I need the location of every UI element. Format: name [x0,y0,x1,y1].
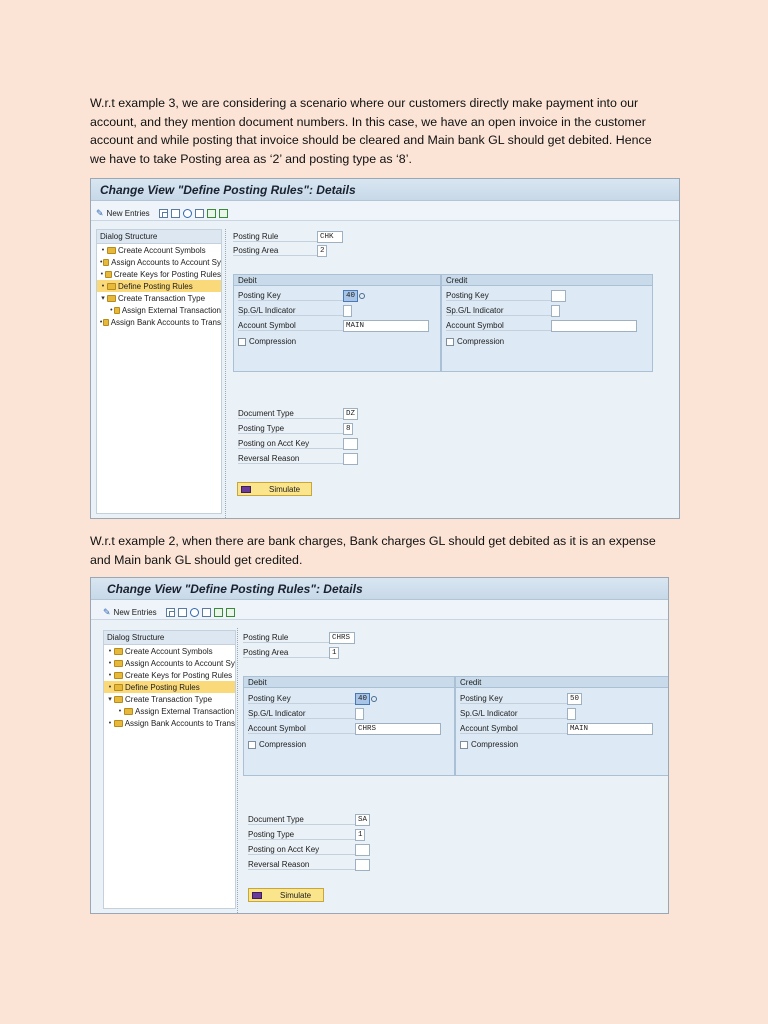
tree-item[interactable] [104,717,235,729]
credit-compression-row [446,335,504,348]
tree-item[interactable] [97,268,221,280]
credit-compression-checkbox[interactable] [460,741,468,749]
search-help-icon[interactable] [371,696,377,702]
debit-compression-label: Compression [249,337,297,346]
new-entries-label: New Entries [106,208,150,218]
folder-icon [114,648,123,655]
folder-icon [103,319,109,326]
tree-item[interactable] [97,316,221,328]
posting-area-label: Posting Area [233,246,317,256]
open-folder-icon [114,684,123,691]
sap-screenshot-2 [90,577,669,914]
simulate-icon [241,486,251,493]
document-type-label: Document Type [248,815,355,825]
tree-item[interactable] [97,292,221,304]
debit-posting-key-row [248,692,377,705]
tree-item-label: Assign Accounts to Account Sy [125,658,235,668]
tree-item-label: Create Account Symbols [125,646,213,656]
reversal-reason-field[interactable] [343,453,358,465]
credit-header: Credit [442,275,652,286]
folder-icon [103,259,109,266]
credit-compression-label: Compression [457,337,505,346]
reversal-reason-row [248,858,370,871]
folder-icon [114,672,123,679]
document-type-row [248,813,370,826]
debit-posting-key-label: Posting Key [238,291,343,301]
pencil-icon: ✎ [96,207,104,218]
debit-spgl-label: Sp.G/L Indicator [238,306,343,316]
debit-posting-key-field[interactable]: 40 [343,290,358,302]
toolbar [91,600,668,620]
folder-icon [105,271,112,278]
posting-on-acct-key-row [248,843,370,856]
delete-icon[interactable] [178,608,187,617]
simulate-label: Simulate [269,484,301,494]
posting-type-label: Posting Type [248,830,355,840]
window-title: Change View "Define Posting Rules": Details [91,578,668,600]
credit-spgl-row [446,304,560,317]
tree-item-label: Assign Bank Accounts to Trans [110,317,221,327]
tree-item-label: Assign Bank Accounts to Trans [124,718,235,728]
tree-item-label: Define Posting Rules [118,281,193,291]
debit-posting-key-field[interactable]: 40 [355,693,370,705]
select-block-icon[interactable] [214,608,223,617]
credit-spgl-field[interactable] [567,708,576,720]
tree-item[interactable] [104,669,235,681]
credit-compression-checkbox[interactable] [446,338,454,346]
debit-account-symbol-field[interactable]: CHRS [355,723,441,735]
credit-compression-label: Compression [471,740,519,749]
folder-icon [107,295,116,302]
simulate-button[interactable] [248,888,324,902]
dialog-structure-pane [96,229,222,514]
tree-item-label: Create Keys for Posting Rules [113,269,221,279]
reversal-reason-label: Reversal Reason [238,454,343,464]
credit-posting-key-label: Posting Key [446,291,551,301]
bullet-icon: • [108,683,112,691]
window-title: Change View "Define Posting Rules": Details [91,179,679,201]
bullet-icon: • [108,671,112,679]
sap-screenshot-1 [90,178,680,519]
tree-item[interactable] [97,256,221,268]
debit-spgl-row [248,707,364,720]
tree-item-label: Define Posting Rules [125,682,200,692]
credit-posting-key-row [460,692,582,705]
posting-type-label: Posting Type [238,424,343,434]
posting-type-field[interactable]: 1 [355,829,365,841]
credit-spgl-field[interactable] [551,305,560,317]
posting-rule-label: Posting Rule [243,633,329,643]
folder-icon [114,720,123,727]
folder-icon [114,696,123,703]
expand-triangle-icon[interactable]: ▾ [108,696,112,703]
debit-account-symbol-row [248,722,441,735]
credit-compression-row [460,738,518,751]
second-paragraph [90,532,680,569]
posting-area-row [233,244,327,257]
pencil-icon: ✎ [103,606,111,617]
credit-spgl-row [460,707,576,720]
credit-posting-key-label: Posting Key [460,694,567,704]
bullet-icon: • [101,282,105,290]
debit-spgl-row [238,304,352,317]
paragraph-line: we have to take Posting area as ‘2’ and posting type as ‘8’. [90,151,412,166]
posting-rule-field[interactable]: CHRS [329,632,355,644]
debit-account-symbol-label: Account Symbol [248,724,355,734]
debit-compression-row [248,738,306,751]
new-entries-label: New Entries [113,607,157,617]
tree-item[interactable] [104,705,235,717]
debit-header: Debit [234,275,440,286]
paragraph-line: account, and they mention document numbers. In this case, we have an open invoice in the customer [90,114,646,129]
undo-icon[interactable] [183,209,192,218]
pane-splitter[interactable] [237,628,240,913]
posting-type-field[interactable]: 8 [343,423,353,435]
posting-area-field[interactable]: 2 [317,245,327,257]
tree-item-selected[interactable] [97,280,221,292]
credit-posting-key-row [446,289,566,302]
bullet-icon: • [108,659,112,667]
bullet-icon: • [118,707,122,715]
posting-on-acct-key-label: Posting on Acct Key [238,439,343,449]
folder-icon [107,247,116,254]
bullet-icon: • [99,318,103,326]
bullet-icon: • [108,647,112,655]
posting-rule-label: Posting Rule [233,232,317,242]
credit-account-symbol-row [446,319,637,332]
tree-item[interactable] [104,645,235,657]
tree-item-label: Assign Accounts to Account Sy [111,257,221,267]
tree-item[interactable] [104,693,235,705]
reversal-reason-row [238,452,358,465]
open-folder-icon [107,283,116,290]
new-entries-button[interactable] [96,208,150,219]
deselect-all-icon[interactable] [226,608,235,617]
posting-type-row [248,828,365,841]
undo-icon[interactable] [190,608,199,617]
credit-account-symbol-label: Account Symbol [446,321,551,331]
simulate-icon [252,892,262,899]
credit-account-symbol-field[interactable] [551,320,637,332]
document-type-label: Document Type [238,409,343,419]
posting-area-row [243,646,339,659]
tree-item-label: Assign External Transaction [135,706,235,716]
posting-on-acct-key-field[interactable] [355,844,370,856]
debit-account-symbol-label: Account Symbol [238,321,343,331]
debit-account-symbol-field[interactable]: MAIN [343,320,429,332]
debit-account-symbol-row [238,319,429,332]
paragraph-line: W.r.t example 2, when there are bank charges, Bank charges GL should get debited as it is an expense [90,534,656,548]
credit-spgl-label: Sp.G/L Indicator [460,709,567,719]
dialog-structure-header: Dialog Structure [104,631,235,645]
posting-on-acct-key-label: Posting on Acct Key [248,845,355,855]
credit-header: Credit [456,677,668,688]
bullet-icon: • [99,258,103,266]
posting-type-row [238,422,353,435]
document-type-field[interactable]: DZ [343,408,358,420]
posting-area-label: Posting Area [243,648,329,658]
debit-spgl-field[interactable] [343,305,352,317]
debit-compression-checkbox[interactable] [238,338,246,346]
document-type-field[interactable]: SA [355,814,370,826]
select-all-icon[interactable] [195,209,204,218]
debit-spgl-label: Sp.G/L Indicator [248,709,355,719]
folder-icon [114,307,120,314]
posting-on-acct-key-row [238,437,358,450]
intro-paragraph [90,94,680,168]
paragraph-line: account and while posting that invoice should be cleared and Main bank GL should get debited. Hence [90,133,652,147]
search-help-icon[interactable] [359,293,365,299]
pane-splitter[interactable] [225,229,228,518]
debit-header: Debit [244,677,454,688]
delete-icon[interactable] [171,209,180,218]
bullet-icon: • [108,719,112,727]
posting-rule-field[interactable]: CHK [317,231,343,243]
tree-item-label: Create Transaction Type [118,293,206,303]
credit-account-symbol-field[interactable]: MAIN [567,723,653,735]
bullet-icon: • [100,270,104,278]
copy-icon[interactable] [159,209,168,218]
tree-item[interactable] [97,304,221,316]
credit-account-symbol-row [460,722,653,735]
debit-posting-key-label: Posting Key [248,694,355,704]
dialog-structure-header: Dialog Structure [97,230,221,244]
credit-spgl-label: Sp.G/L Indicator [446,306,551,316]
paragraph-line: and Main bank GL should get credited. [90,552,303,567]
folder-icon [114,660,123,667]
posting-area-field[interactable]: 1 [329,647,339,659]
credit-account-symbol-label: Account Symbol [460,724,567,734]
posting-rule-row [233,230,343,243]
simulate-button[interactable] [237,482,312,496]
credit-posting-key-field[interactable] [551,290,566,302]
select-all-icon[interactable] [202,608,211,617]
credit-posting-key-field[interactable]: 50 [567,693,582,705]
folder-icon [124,708,133,715]
debit-posting-key-row [238,289,365,302]
dialog-structure-pane [103,630,236,909]
tree-item-label: Assign External Transaction [121,305,221,315]
debit-compression-row [238,335,296,348]
posting-rule-row [243,631,355,644]
reversal-reason-field[interactable] [355,859,370,871]
tree-item-label: Create Transaction Type [125,694,213,704]
tree-item-selected[interactable] [104,681,235,693]
bullet-icon: • [110,306,113,314]
tree-item[interactable] [97,244,221,256]
simulate-label: Simulate [280,890,312,900]
select-block-icon[interactable] [207,209,216,218]
deselect-all-icon[interactable] [219,209,228,218]
expand-triangle-icon[interactable]: ▾ [101,295,105,302]
debit-spgl-field[interactable] [355,708,364,720]
toolbar [91,201,679,221]
reversal-reason-label: Reversal Reason [248,860,355,870]
tree-item-label: Create Keys for Posting Rules [125,670,233,680]
tree-item[interactable] [104,657,235,669]
document-type-row [238,407,358,420]
new-entries-button[interactable] [103,607,157,618]
paragraph-line: W.r.t example 3, we are considering a scenario where our customers directly make payment into our [90,96,639,110]
bullet-icon: • [101,246,105,254]
debit-compression-label: Compression [259,740,307,749]
tree-item-label: Create Account Symbols [118,245,206,255]
copy-icon[interactable] [166,608,175,617]
debit-compression-checkbox[interactable] [248,741,256,749]
posting-on-acct-key-field[interactable] [343,438,358,450]
